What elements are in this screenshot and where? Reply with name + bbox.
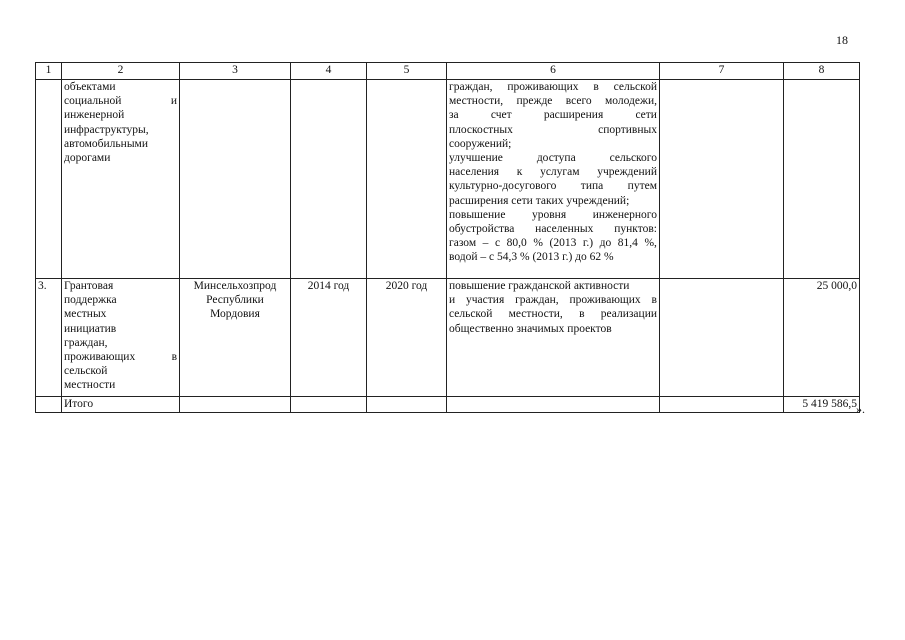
word: Грантовая	[64, 280, 114, 292]
word: проживающих	[64, 351, 136, 364]
word: за	[449, 109, 459, 122]
column-number: 7	[660, 63, 784, 80]
column-number: 4	[291, 63, 367, 80]
word: граждан,	[64, 336, 108, 349]
word: молодежи,	[605, 95, 657, 108]
word: улучшение	[449, 152, 503, 165]
text-line	[64, 108, 177, 122]
word: инженерного	[592, 208, 657, 221]
indicator-link-cell	[660, 279, 784, 397]
expected-result-cell	[447, 397, 660, 413]
text-line	[64, 307, 177, 321]
word: участия	[466, 294, 505, 307]
text-line	[449, 208, 657, 222]
word: и	[449, 294, 456, 307]
text-line	[449, 151, 657, 165]
end-year-cell	[367, 80, 447, 279]
word: %	[533, 237, 543, 250]
word: инфраструктуры,	[64, 123, 149, 136]
text-line: Республики	[206, 294, 264, 307]
word: счет	[490, 109, 512, 122]
expected-result-cell	[447, 80, 660, 279]
word: общественно значимых проектов	[449, 322, 612, 335]
word: сельского	[609, 152, 657, 165]
text-line	[64, 336, 177, 350]
row-number-cell: 3.	[36, 279, 62, 397]
text-lines	[64, 80, 177, 165]
word: типа	[580, 180, 604, 193]
page-number: 18	[836, 33, 848, 47]
text-line	[64, 293, 177, 307]
text-line	[449, 194, 657, 208]
text-line	[449, 165, 657, 179]
text-line	[449, 123, 657, 137]
column-number: 6	[447, 63, 660, 80]
text-line	[449, 279, 657, 293]
word: повышение гражданской активности	[449, 280, 630, 292]
text-line	[449, 222, 657, 236]
total-funding: 5 419 586,5	[784, 397, 860, 413]
word: расширения	[543, 109, 604, 122]
start-year-cell	[291, 397, 367, 413]
text-line	[64, 123, 177, 137]
word: граждан,	[449, 81, 493, 93]
word: уровня	[532, 208, 567, 221]
activity-name-cell	[62, 279, 180, 397]
funding-cell	[784, 80, 860, 279]
word: социальной	[64, 95, 122, 108]
word: к	[516, 166, 523, 179]
word: (2013	[549, 237, 577, 250]
end-year-cell: 2020 год	[367, 279, 447, 397]
text-line	[64, 350, 177, 364]
word: до	[599, 237, 612, 250]
word: проживающих	[569, 294, 641, 307]
activity-name-cell	[62, 80, 180, 279]
word: 81,4	[617, 237, 638, 250]
word: в	[171, 351, 177, 364]
text-line	[449, 307, 657, 321]
word: повышение	[449, 208, 506, 221]
word: услугам	[540, 166, 580, 179]
text-line: Мордовия	[210, 308, 260, 321]
word: сооружений;	[449, 137, 512, 150]
text-line	[449, 137, 657, 151]
text-line	[449, 108, 657, 122]
program-table	[35, 62, 860, 413]
word: –	[482, 237, 489, 250]
indicator-link-cell	[660, 80, 784, 279]
text-lines	[182, 279, 288, 322]
word: водой – с 54,3 % (2013 г.) до 62 %	[449, 251, 614, 264]
text-line	[449, 236, 657, 250]
word: проживающих	[507, 81, 579, 93]
expected-result-cell	[447, 279, 660, 397]
text-line: Минсельхозпрод	[193, 280, 277, 292]
text-line	[449, 293, 657, 307]
text-lines	[64, 279, 177, 393]
word: учреждений	[597, 166, 657, 179]
text-line	[449, 322, 657, 336]
table-row	[36, 279, 860, 397]
total-label: Итого	[62, 397, 180, 413]
word: реализации	[600, 308, 657, 321]
word: обустройства	[449, 223, 515, 236]
word: инженерной	[64, 109, 125, 122]
row-number-cell	[36, 397, 62, 413]
closing-quote-mark: ».	[856, 402, 865, 416]
text-line	[64, 80, 177, 94]
text-lines	[449, 80, 657, 265]
word: пунктов:	[614, 223, 657, 236]
word: местных	[64, 308, 107, 321]
column-number: 5	[367, 63, 447, 80]
word: путем	[627, 180, 657, 193]
word: плоскостных	[449, 123, 513, 136]
indicator-link-cell	[660, 397, 784, 413]
text-line	[64, 137, 177, 151]
text-line	[64, 94, 177, 108]
start-year-cell	[291, 80, 367, 279]
end-year-cell	[367, 397, 447, 413]
word: всего	[565, 95, 592, 108]
word: дорогами	[64, 152, 111, 165]
word: и	[170, 95, 177, 108]
executor-cell	[180, 397, 291, 413]
word: спортивных	[598, 123, 657, 136]
column-number-row	[36, 63, 860, 80]
word: инициатив	[64, 322, 117, 335]
word: в	[593, 81, 599, 93]
text-line	[64, 364, 177, 378]
column-number: 3	[180, 63, 291, 80]
word: сельской	[613, 81, 657, 93]
word: с	[494, 237, 501, 250]
word: сельской	[449, 308, 493, 321]
row-number-cell	[36, 80, 62, 279]
start-year-cell: 2014 год	[291, 279, 367, 397]
text-line	[449, 80, 657, 94]
word: расширения сети таких учреждений;	[449, 194, 630, 207]
text-line	[64, 151, 177, 165]
funding-cell: 25 000,0	[784, 279, 860, 397]
text-line	[449, 250, 657, 264]
column-number: 8	[784, 63, 860, 80]
text-line	[64, 322, 177, 336]
text-line	[64, 378, 177, 392]
word: в	[579, 308, 585, 321]
word: г.)	[582, 237, 594, 250]
word: 80,0	[506, 237, 527, 250]
executor-cell	[180, 80, 291, 279]
word: %,	[644, 237, 657, 250]
word: в	[651, 294, 657, 307]
text-line	[449, 179, 657, 193]
word: доступа	[536, 152, 576, 165]
executor-cell	[180, 279, 291, 397]
column-number: 2	[62, 63, 180, 80]
word: сельской	[64, 365, 108, 378]
word: сети	[635, 109, 657, 122]
word: поддержка	[64, 294, 117, 307]
total-row	[36, 397, 860, 413]
word: населения	[449, 166, 500, 179]
table-row	[36, 80, 860, 279]
word: местности,	[449, 95, 504, 108]
word: объектами	[64, 81, 116, 93]
word: населенных	[535, 223, 594, 236]
word: граждан,	[515, 294, 559, 307]
word: культурно-досугового	[449, 180, 557, 193]
text-line	[449, 94, 657, 108]
column-number: 1	[36, 63, 62, 80]
word: местности,	[508, 308, 563, 321]
word: автомобильными	[64, 137, 148, 150]
text-lines	[449, 279, 657, 336]
word: прежде	[516, 95, 553, 108]
text-line	[64, 279, 177, 293]
word: газом	[449, 237, 477, 250]
word: местности	[64, 379, 116, 392]
